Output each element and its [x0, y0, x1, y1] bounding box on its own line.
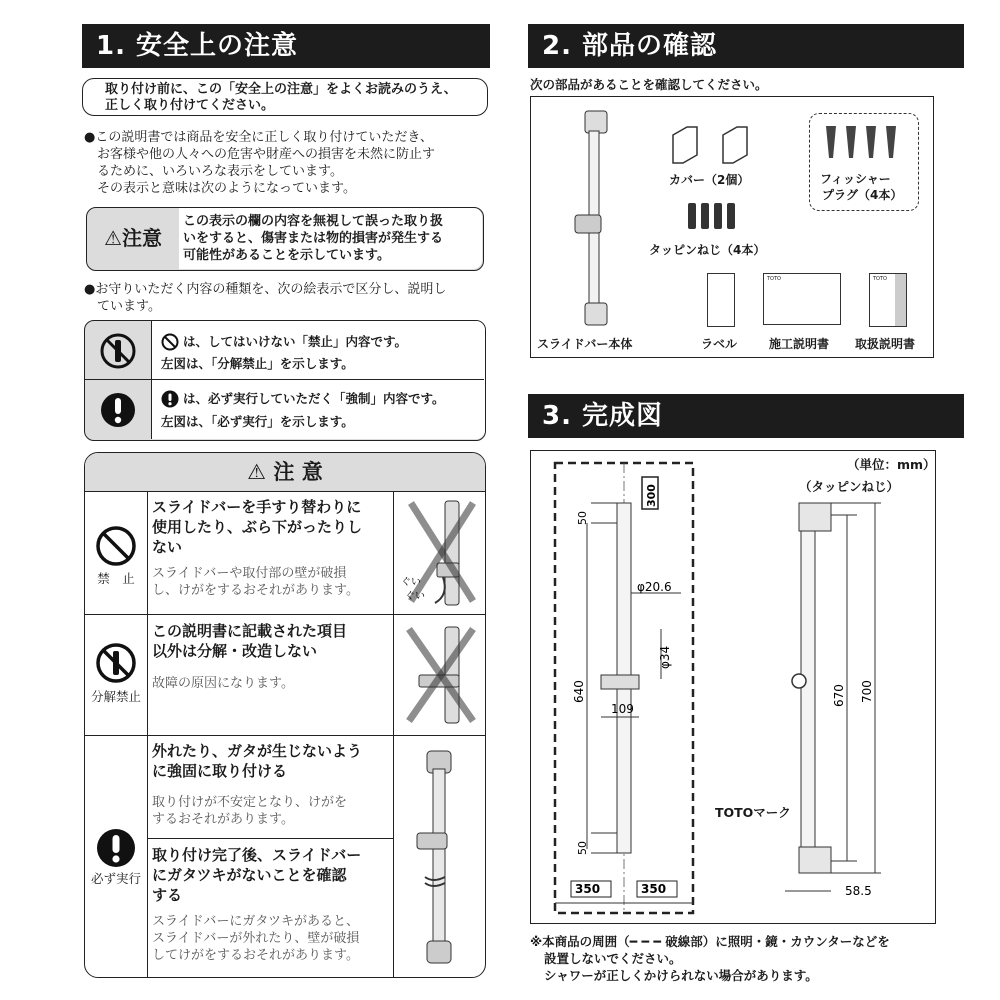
part-label: カバー（2個）	[669, 173, 750, 187]
part-label: 施工説明書	[769, 337, 830, 351]
text-line: 可能性があることを示しています。	[183, 248, 390, 263]
dim-350-right: 350	[641, 882, 667, 896]
prohibit-icon	[161, 333, 179, 351]
section2-intro: 次の部品があることを確認してください。	[530, 77, 768, 92]
part-label: ラベル	[701, 337, 738, 351]
note-line: ※本商品の周囲（━ ━ ━ 破線部）に照明・鏡・カウンターなどを	[530, 934, 890, 949]
row2-heading: この説明書に記載された項目 以外は分解・改造しない	[152, 622, 348, 660]
icon-label: 必ず実行	[90, 871, 141, 886]
dim-109: 109	[611, 702, 634, 716]
note-line: シャワーが正しくかけられない場合があります。	[544, 968, 818, 983]
no-disassembly-icon	[98, 331, 138, 371]
part-label: スライドバー本体	[537, 337, 633, 351]
dim-50-top: 50	[576, 511, 589, 525]
dim-58-5: 58.5	[845, 884, 872, 898]
row1-heading: スライドバーを手すり替わりに 使用したり、ぶら下がったりし ない	[152, 498, 363, 556]
row4-heading: 取り付け完了後、スライドバー にガタツキがないことを確認 する	[152, 846, 362, 904]
part-label: 取扱説明書	[855, 337, 916, 351]
text-line: ●この説明書では商品を安全に正しく取り付けていただき、	[84, 130, 433, 145]
symbol-legend-box	[84, 320, 486, 441]
sound-text: ぐい	[405, 591, 425, 602]
user-manual-image	[869, 273, 907, 327]
intro-box	[82, 78, 488, 116]
caution-word: ⚠注意	[87, 208, 180, 269]
text-line: その表示と意味は次のようになっています。	[97, 181, 356, 196]
caution-table-title: ⚠ 注 意	[85, 453, 485, 492]
text-line: ●お守りいただく内容の種類を、次の絵表示で区分し、説明し	[84, 282, 447, 297]
slidebar-illustration	[403, 745, 481, 971]
no-disassembly-icon	[94, 641, 138, 685]
intro-line: 取り付け前に、この「安全上の注意」をよくお読みのうえ、	[105, 82, 457, 97]
cover-part-image	[667, 123, 757, 167]
dim-phi-34: φ34	[658, 645, 672, 669]
toto-mark-callout: TOTOマーク	[715, 805, 791, 820]
mandatory-icon	[98, 390, 138, 430]
row2-body: 故障の原因になります。	[152, 676, 294, 691]
part-label: タッピンねじ（4本）	[649, 243, 766, 257]
text-line: ています。	[97, 299, 161, 314]
row3-body: 取り付けが不安定となり、けがを するおそれがあります。	[152, 795, 348, 827]
screw-callout: （タッピンねじ）	[799, 479, 900, 494]
text-line: は、してはいけない「禁止」内容です。	[183, 334, 408, 349]
section3-title: 3. 完成図	[528, 394, 964, 438]
screw-part-image	[685, 201, 743, 231]
intro-line: 正しく取り付けてください。	[105, 98, 275, 113]
completion-drawing	[530, 450, 936, 924]
text-line: 左図は、「必ず実行」を示します。	[161, 414, 354, 429]
unit-label: （単位：mm）	[847, 457, 936, 472]
section1-title: 1. 安全上の注意	[82, 24, 490, 68]
no-disassembly-illustration	[399, 621, 481, 729]
mandatory-small-icon	[161, 390, 179, 408]
parts-box	[530, 96, 934, 358]
row4-body: スライドバーにガタツキがあると、 スライドバーが外れたり、壁が破損 してけがをするおそれがあります。	[152, 914, 360, 963]
part-label: フィッシャー	[820, 172, 891, 186]
icon-label: 禁 止	[97, 571, 135, 586]
manual-logo: TOTO	[767, 276, 781, 282]
dim-phi-20-6: φ20.6	[637, 580, 672, 594]
dim-300: 300	[645, 484, 658, 507]
text-line: 左図は、「分解禁止」を示します。	[161, 356, 354, 371]
dim-700: 700	[860, 680, 874, 703]
manual-logo: TOTO	[873, 276, 887, 282]
label-part-image	[707, 273, 735, 327]
dimension-drawing	[531, 451, 934, 922]
prohibit-icon	[94, 524, 138, 568]
dim-50-bottom: 50	[576, 841, 589, 855]
caution-legend-box	[86, 207, 484, 271]
section2-title: 2. 部品の確認	[528, 24, 964, 68]
part-label: プラグ（4本）	[822, 188, 903, 202]
sound-text: ぐい	[401, 577, 421, 588]
dim-350-left: 350	[575, 882, 601, 896]
dim-640: 640	[572, 680, 586, 703]
note-line: 設置しないでください。	[544, 951, 682, 966]
text-line: るために、いろいろな表示をしています。	[97, 164, 343, 179]
dim-670: 670	[832, 684, 846, 707]
text-line: は、必ず実行していただく「強制」内容です。	[183, 391, 445, 406]
install-manual-image	[763, 273, 841, 325]
caution-table	[84, 452, 486, 978]
row1-body: スライドバーや取付部の壁が破損 し、けがをするおそれがあります。	[152, 566, 359, 598]
icon-label: 分解禁止	[90, 689, 141, 704]
row3-heading: 外れたり、ガタが生じないよう に強固に取り付ける	[152, 742, 363, 780]
text-line: いをすると、傷害または物的損害が発生する	[183, 231, 444, 246]
no-hanging-illustration	[399, 497, 481, 609]
text-line: お客様や他の人々への危害や財産への損害を未然に防止す	[97, 147, 436, 162]
text-line: この表示の欄の内容を無視して誤った取り扱	[183, 214, 444, 229]
plug-part-image	[822, 122, 906, 162]
plug-group	[809, 113, 919, 211]
slidebar-part-image	[569, 103, 615, 329]
mandatory-icon	[95, 827, 137, 869]
